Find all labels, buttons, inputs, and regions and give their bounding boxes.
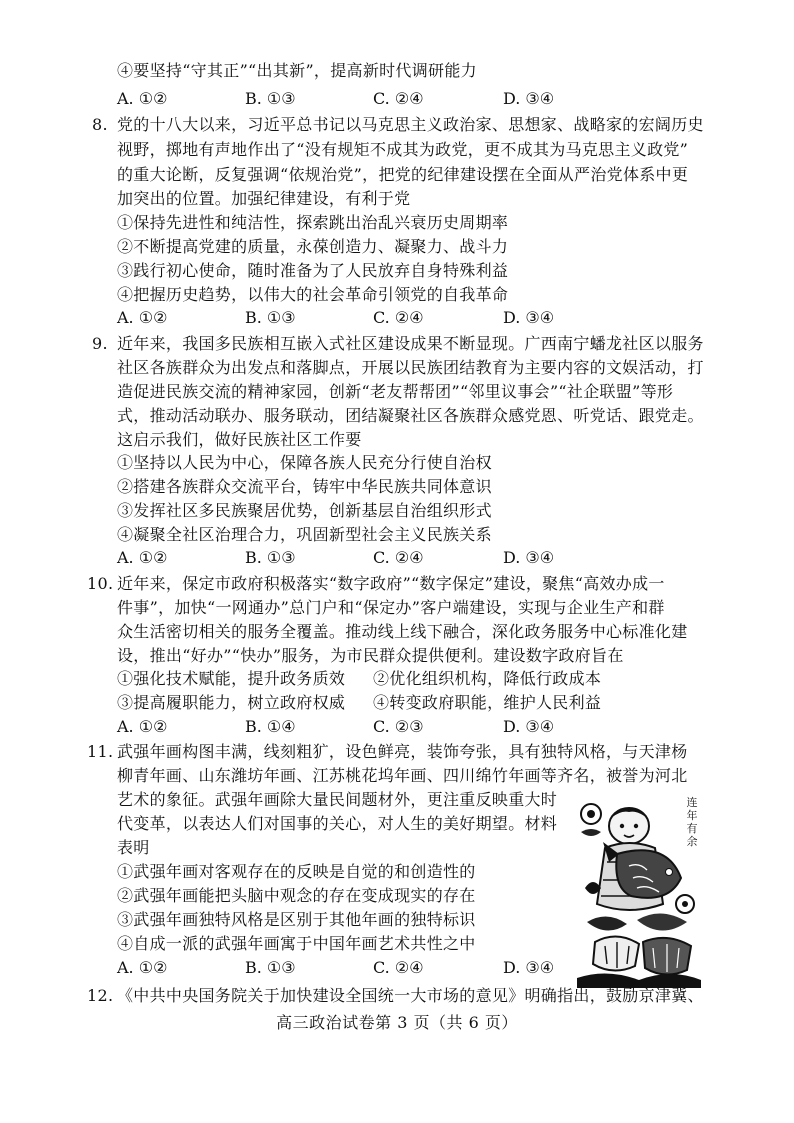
- q11-option-4: ④自成一派的武强年画寓于中国年画艺术共性之中: [117, 934, 476, 953]
- q11-number: 11.: [87, 742, 114, 761]
- q9-stem-line-4: 式，推动活动联办、服务联动，团结凝聚社区各族群众感党恩、听党话、跟党走。: [117, 406, 704, 425]
- q10-answer-d: D. ③④: [503, 717, 555, 736]
- q11-answer-d: D. ③④: [503, 958, 555, 977]
- q11-stem-line-1: 武强年画构图丰满，线刻粗犷，设色鲜亮，装饰夸张，具有独特风格，与天津杨: [117, 742, 688, 761]
- q10-option-4: ④转变政府职能，维护人民利益: [373, 693, 602, 712]
- q12-stem-line-1: 《中共中央国务院关于加快建设全国统一大市场的意见》明确指出，鼓励京津冀、: [117, 986, 704, 1005]
- q8-number: 8.: [92, 115, 108, 134]
- q8-stem-line-3: 的重大论断，反复强调“依规治党”，把党的纪律建设摆在全面从严治党体系中更: [117, 165, 689, 184]
- q9-stem-line-5: 这启示我们，做好民族社区工作要: [117, 430, 362, 449]
- prev-answer-d: D. ③④: [503, 89, 555, 108]
- q11-option-2: ②武强年画能把头脑中观念的存在变成现实的存在: [117, 886, 476, 905]
- new-year-painting-image: [577, 792, 701, 988]
- q8-option-3: ③践行初心使命，随时准备为了人民放弃自身特殊利益: [117, 261, 509, 280]
- q10-stem-line-1: 近年来，保定市政府积极落实“数字政府”“数字保定”建设，聚焦“高效办成一: [117, 574, 665, 593]
- q11-stem-line-3: 艺术的象征。武强年画除大量民间题材外，更注重反映重大时: [117, 790, 558, 809]
- q11-stem-line-2: 柳青年画、山东潍坊年画、江苏桃花坞年画、四川绵竹年画等齐名，被誉为河北: [117, 766, 688, 785]
- prev-option-4: ④要坚持“守其正”“出其新”，提高新时代调研能力: [117, 61, 477, 80]
- q10-answer-b: B. ①④: [245, 717, 296, 736]
- prev-answer-c: C. ②④: [373, 89, 424, 108]
- q8-option-1: ①保持先进性和纯洁性，探索跳出治乱兴衰历史周期率: [117, 213, 509, 232]
- q10-number: 10.: [87, 574, 114, 593]
- q9-number: 9.: [92, 334, 108, 353]
- q10-stem-line-3: 众生活密切相关的服务全覆盖。推动线上线下融合，深化政务服务中心标准化建: [117, 622, 688, 641]
- q9-stem-line-2: 社区各族群众为出发点和落脚点，开展以民族团结教育为主要内容的文娱活动，打: [117, 358, 704, 377]
- q8-stem-line-2: 视野，掷地有声地作出了“没有规矩不成其为政党，更不成其为马克思主义政党”: [117, 140, 689, 159]
- q11-option-3: ③武强年画独特风格是区别于其他年画的独特标识: [117, 910, 476, 929]
- q11-option-1: ①武强年画对客观存在的反映是自觉的和创造性的: [117, 862, 476, 881]
- q10-option-1: ①强化技术赋能，提升政务质效: [117, 669, 346, 688]
- q9-option-3: ③发挥社区多民族聚居优势，创新基层自治组织形式: [117, 501, 492, 520]
- q8-answer-a: A. ①②: [117, 308, 168, 327]
- q11-stem-line-5: 表明: [117, 838, 150, 857]
- q9-option-2: ②搭建各族群众交流平台，铸牢中华民族共同体意识: [117, 477, 492, 496]
- q10-stem-line-2: 件事”，加快“一网通办”总门户和“保定办”客户端建设，实现与企业生产和群: [117, 598, 665, 617]
- q8-option-2: ②不断提高党建的质量，永葆创造力、凝聚力、战斗力: [117, 237, 509, 256]
- q11-stem-line-4: 代变革，以表达人们对国事的关心，对人生的美好期望。材料: [117, 814, 558, 833]
- q8-answer-c: C. ②④: [373, 308, 424, 327]
- q10-option-2: ②优化组织机构，降低行政成本: [373, 669, 602, 688]
- q8-stem-line-1: 党的十八大以来，习近平总书记以马克思主义政治家、思想家、战略家的宏阔历史: [117, 115, 704, 134]
- q9-stem-line-3: 造促进民族交流的精神家园，创新“老友帮帮团”“邻里议事会”“社企联盟”等形: [117, 382, 674, 401]
- prev-answer-b: B. ①③: [245, 89, 296, 108]
- prev-answer-a: A. ①②: [117, 89, 168, 108]
- q9-stem-line-1: 近年来，我国多民族相互嵌入式社区建设成果不断显现。广西南宁蟠龙社区以服务: [117, 334, 704, 353]
- q9-option-1: ①坚持以人民为中心，保障各族人民充分行使自治权: [117, 453, 492, 472]
- q8-answer-d: D. ③④: [503, 308, 555, 327]
- page-footer: 高三政治试卷第 3 页（共 6 页）: [276, 1013, 518, 1032]
- child-with-fish-illustration: [577, 792, 701, 988]
- q8-stem-line-4: 加突出的位置。加强纪律建设，有利于党: [117, 189, 411, 208]
- q9-answer-a: A. ①②: [117, 548, 168, 567]
- q10-option-3: ③提高履职能力，树立政府权威: [117, 693, 346, 712]
- q9-answer-c: C. ②④: [373, 548, 424, 567]
- q10-answer-a: A. ①②: [117, 717, 168, 736]
- q10-stem-line-4: 设，推出“好办”“快办”服务，为市民群众提供便利。建设数字政府旨在: [117, 646, 624, 665]
- q9-answer-b: B. ①③: [245, 548, 296, 567]
- q11-answer-c: C. ②④: [373, 958, 424, 977]
- q8-answer-b: B. ①③: [245, 308, 296, 327]
- q11-answer-a: A. ①②: [117, 958, 168, 977]
- q9-option-4: ④凝聚全社区治理合力，巩固新型社会主义民族关系: [117, 525, 492, 544]
- q12-number: 12.: [87, 986, 114, 1005]
- q9-answer-d: D. ③④: [503, 548, 555, 567]
- painting-caption: 连年有余: [686, 796, 698, 848]
- q10-answer-c: C. ②③: [373, 717, 424, 736]
- q11-answer-b: B. ①③: [245, 958, 296, 977]
- q8-option-4: ④把握历史趋势，以伟大的社会革命引领党的自我革命: [117, 285, 509, 304]
